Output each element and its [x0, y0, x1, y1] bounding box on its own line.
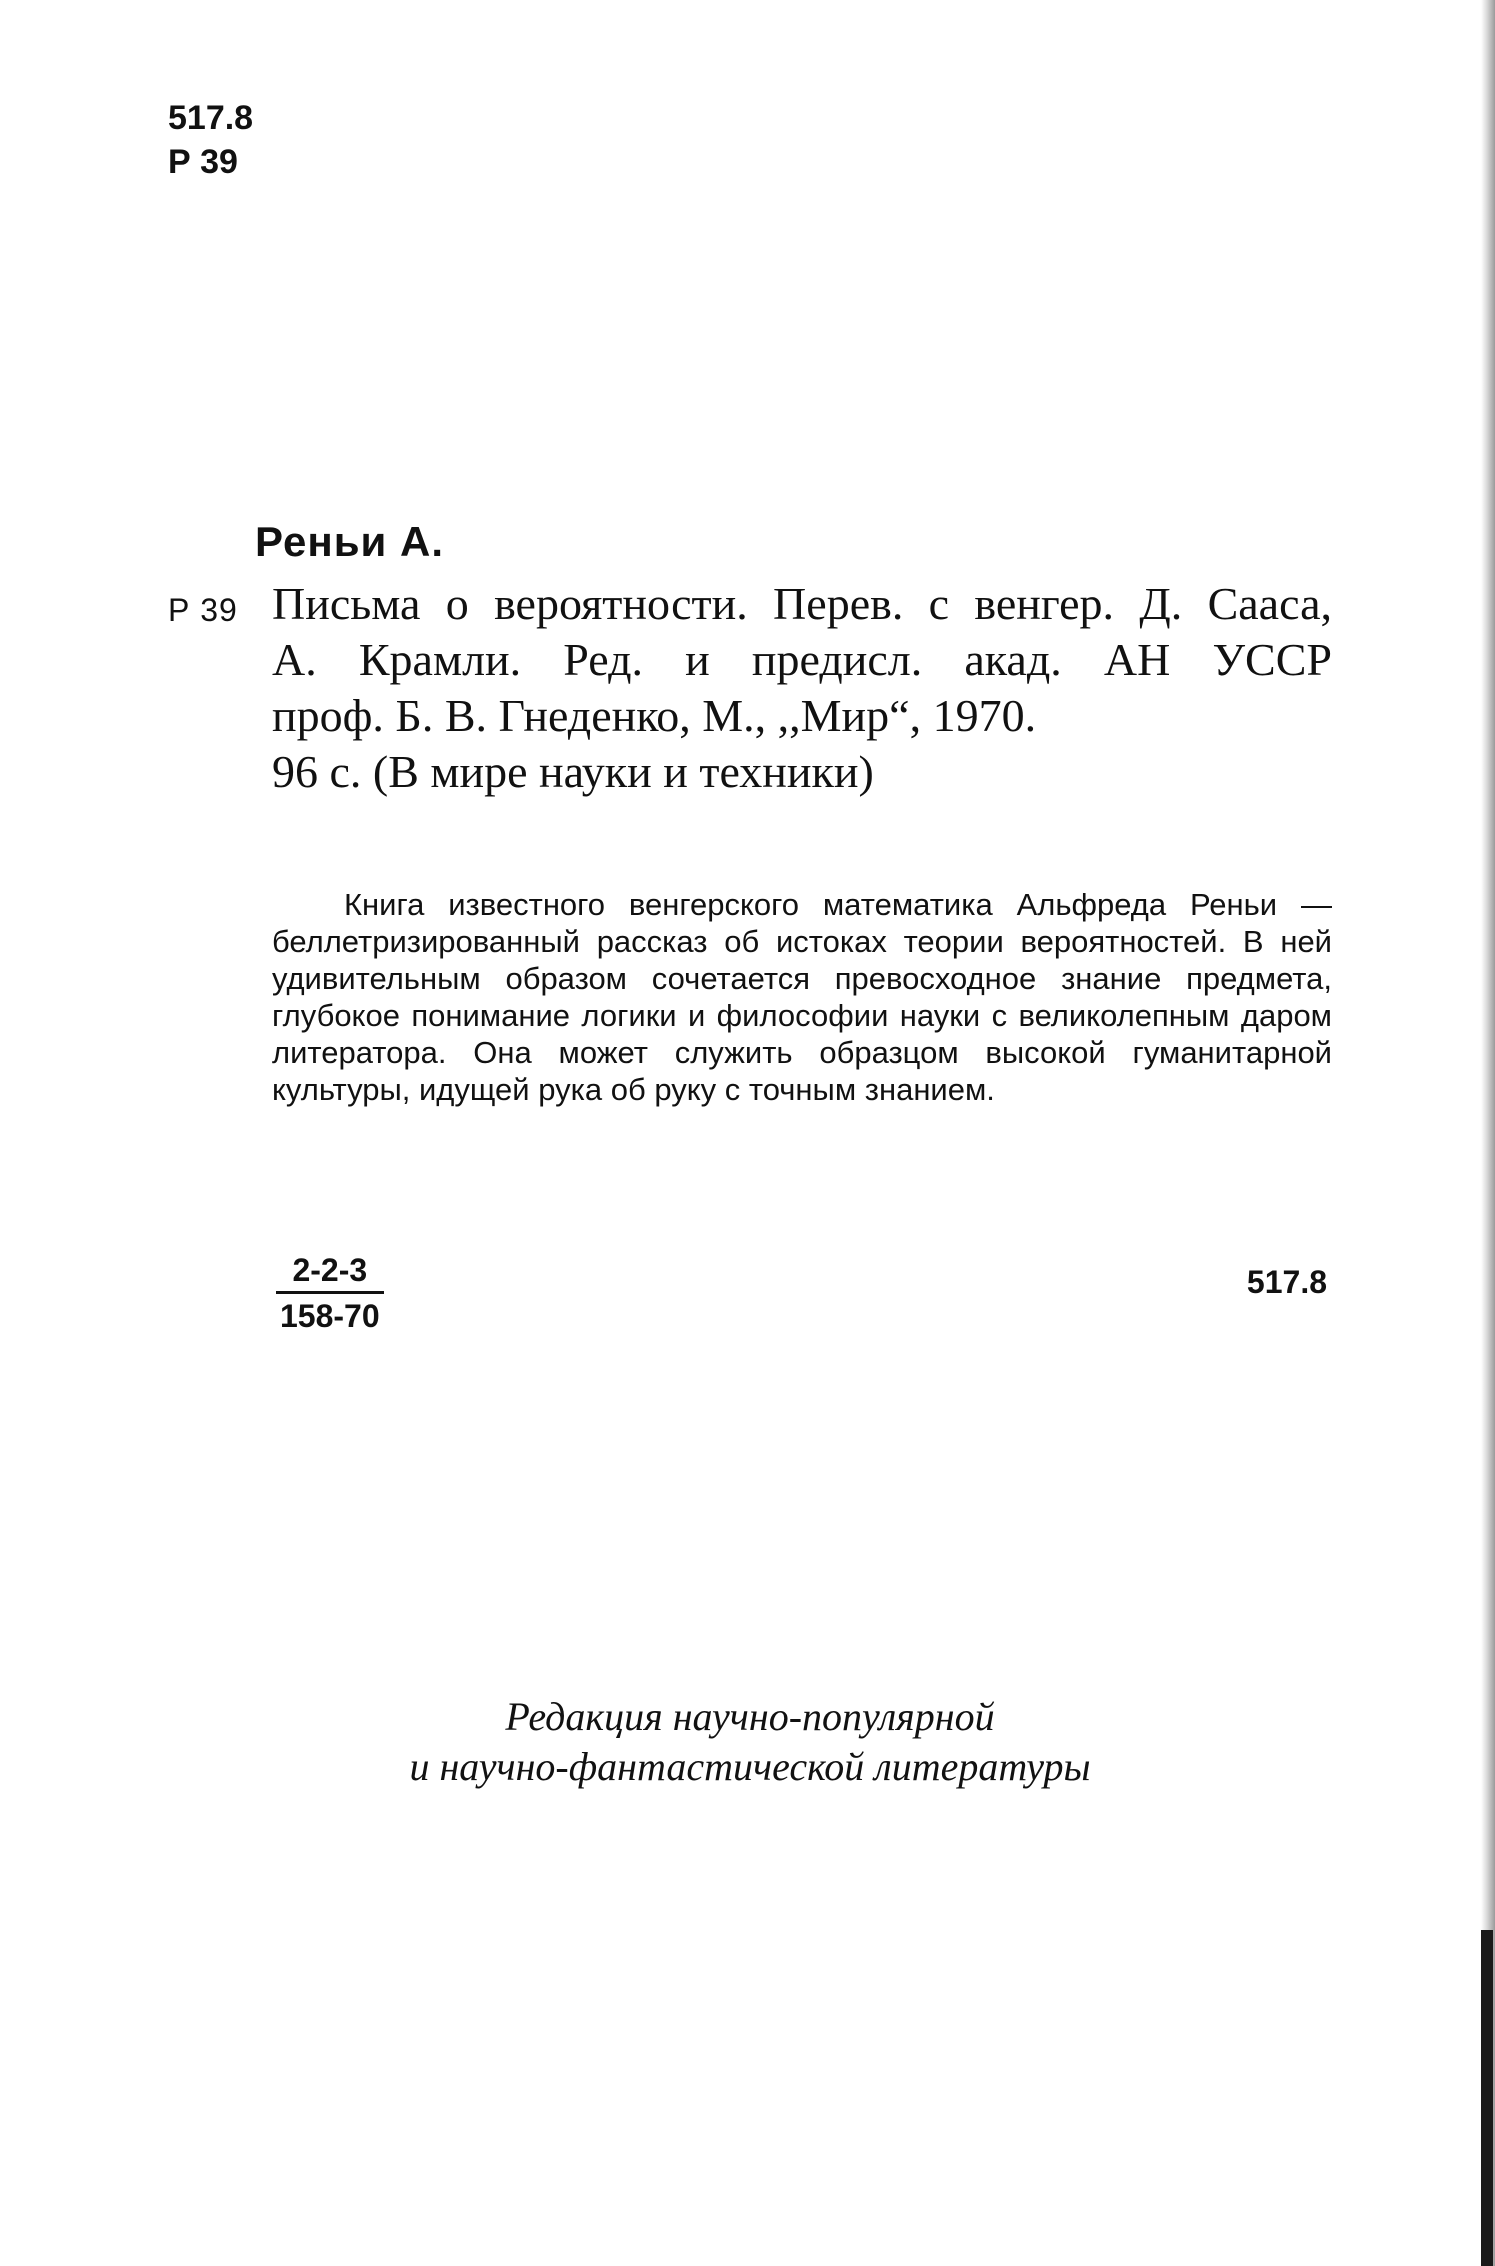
bibliographic-description: [272, 576, 1332, 800]
catalog-denominator: 158-70: [280, 1298, 380, 1334]
annotation-paragraph: Книга известного венгерского математика Альфреда Реньи — беллетризированный рассказ об истоках теории вероятностей. В ней удивительным образом сочетается превосходное знание предмета, глубокое понимание логики и философии науки с великолепным даром литератора. Она может служить образцом высокой гуманитарной культуры, идущей рука об руку с точным знанием.: [272, 887, 1332, 1107]
author-mark-top: Р 39: [168, 143, 238, 181]
author-heading: Реньи А.: [255, 518, 445, 565]
editorial-line-2: и научно-фантастической литературы: [409, 1744, 1091, 1789]
catalog-fraction: [276, 1252, 384, 1334]
biblio-line-4: 96 с. (В мире науки и техники): [272, 746, 874, 797]
biblio-line-3: проф. Б. В. Гнеденко, М., ,,Мир“, 1970.: [272, 690, 1037, 741]
author-mark-entry: Р 39: [168, 592, 238, 628]
biblio-line-2: А. Крамли. Ред. и предисл. акад. АН УССР: [272, 634, 1332, 685]
udc-code-top: 517.8: [168, 99, 254, 137]
editorial-line-1: Редакция научно-популярной: [505, 1694, 995, 1739]
catalog-numerator: 2-2-3: [276, 1252, 384, 1294]
classification-block: [168, 96, 253, 184]
scan-edge-shadow: [1481, 1930, 1493, 2266]
biblio-line-1: Письма о вероятности. Перев. с венгер. Д. Сааса,: [272, 578, 1332, 629]
editorial-office: [300, 1692, 1200, 1792]
udc-code-bottom: 517.8: [1246, 1264, 1327, 1300]
scan-page-edge: [1481, 0, 1495, 2266]
